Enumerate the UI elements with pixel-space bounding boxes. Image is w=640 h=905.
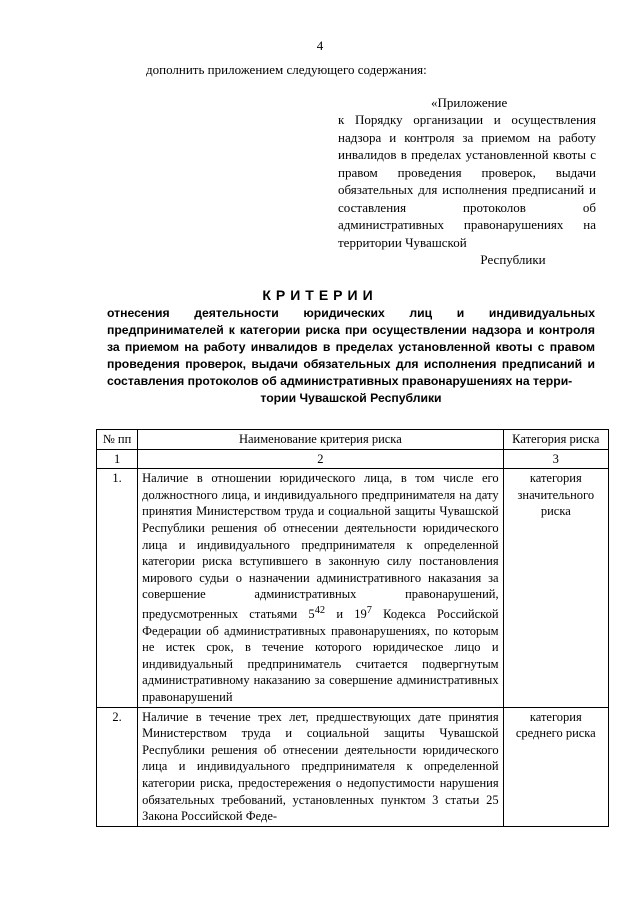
subtitle-text: отнесения деятельности юридических лиц и индивидуальных предпринимателей к категории риска при осуществлении надзора и контроля за приемом на работу инвалидов в пределах установленной квоты с правом проведения проверок, выдачи обязательных для исполнения предписаний и составления протоколов об административных правонарушениях на терри- bbox=[107, 306, 595, 388]
page-number: 4 bbox=[316, 38, 324, 53]
intro-text: дополнить приложением следующего содержания: bbox=[146, 62, 427, 77]
row-number: 1. bbox=[97, 469, 138, 707]
document-title: КРИТЕРИИ bbox=[262, 287, 378, 303]
column-number-row bbox=[97, 449, 609, 469]
col-number-3: 3 bbox=[503, 449, 608, 469]
table-row bbox=[97, 707, 609, 826]
subtitle-last-line: тории Чувашской Республики bbox=[260, 391, 442, 405]
appendix-last-line: Республики bbox=[480, 252, 546, 267]
header-number: № пп bbox=[97, 430, 138, 450]
header-criterion: Наименование критерия риска bbox=[138, 430, 503, 450]
superscript: 42 bbox=[314, 604, 326, 616]
appendix-text bbox=[338, 111, 596, 269]
criterion-text bbox=[138, 469, 503, 707]
appendix-heading: «Приложение bbox=[431, 95, 508, 110]
row-number: 2. bbox=[97, 707, 138, 826]
criteria-table bbox=[96, 429, 609, 827]
col-number-2: 2 bbox=[138, 449, 503, 469]
table-header-row bbox=[97, 430, 609, 450]
risk-category: категория значительного риска bbox=[503, 469, 608, 707]
document-subtitle bbox=[107, 305, 595, 407]
header-category: Категория риска bbox=[503, 430, 608, 450]
risk-category: категория среднего риска bbox=[503, 707, 608, 826]
table-row bbox=[97, 469, 609, 707]
criterion-part: Наличие в отношении юридического лица, в том числе его должностного лица, и индивидуального предпринимателя на дату принятия Министерством труда и социальной защиты Чувашской Республики решения об отнесении деятельности юридического лица и индивидуального предпринимателя к определенной категории риска вступившего в законную силу постановления мирового судьи о назначении административного наказания за совершение административных правонарушений, предусмотренных статьями 5 bbox=[142, 471, 499, 622]
col-number-1: 1 bbox=[97, 449, 138, 469]
superscript: 7 bbox=[366, 604, 372, 616]
criterion-text: Наличие в течение трех лет, предшествующих дате принятия Министерством труда и социальной защиты Чувашской Республики решения об отнесении деятельности юридического лица и индивидуального предпринимателя к определенной категории риска, предостережения о недопустимости нарушения обязательных требований, установленных пунктом 3 статьи 25 Закона Российской Феде- bbox=[138, 707, 503, 826]
criterion-part: и 19 bbox=[325, 607, 367, 622]
appendix-body: к Порядку организации и осуществления надзора и контроля за приемом на работу инвалидов в пределах установленной квоты с правом проведения проверок, выдачи обязательных для исполнения предписаний и составления протоколов об административных правонарушениях на территории Чувашской bbox=[338, 112, 596, 250]
criterion-part: Кодекса Российской Федерации об административных правонарушениях, по которым не истек срок, в течение которого юридическое лицо и индивидуальный предприниматель считается подвергнутым административному наказанию за совершение административных правонарушений bbox=[142, 607, 499, 705]
